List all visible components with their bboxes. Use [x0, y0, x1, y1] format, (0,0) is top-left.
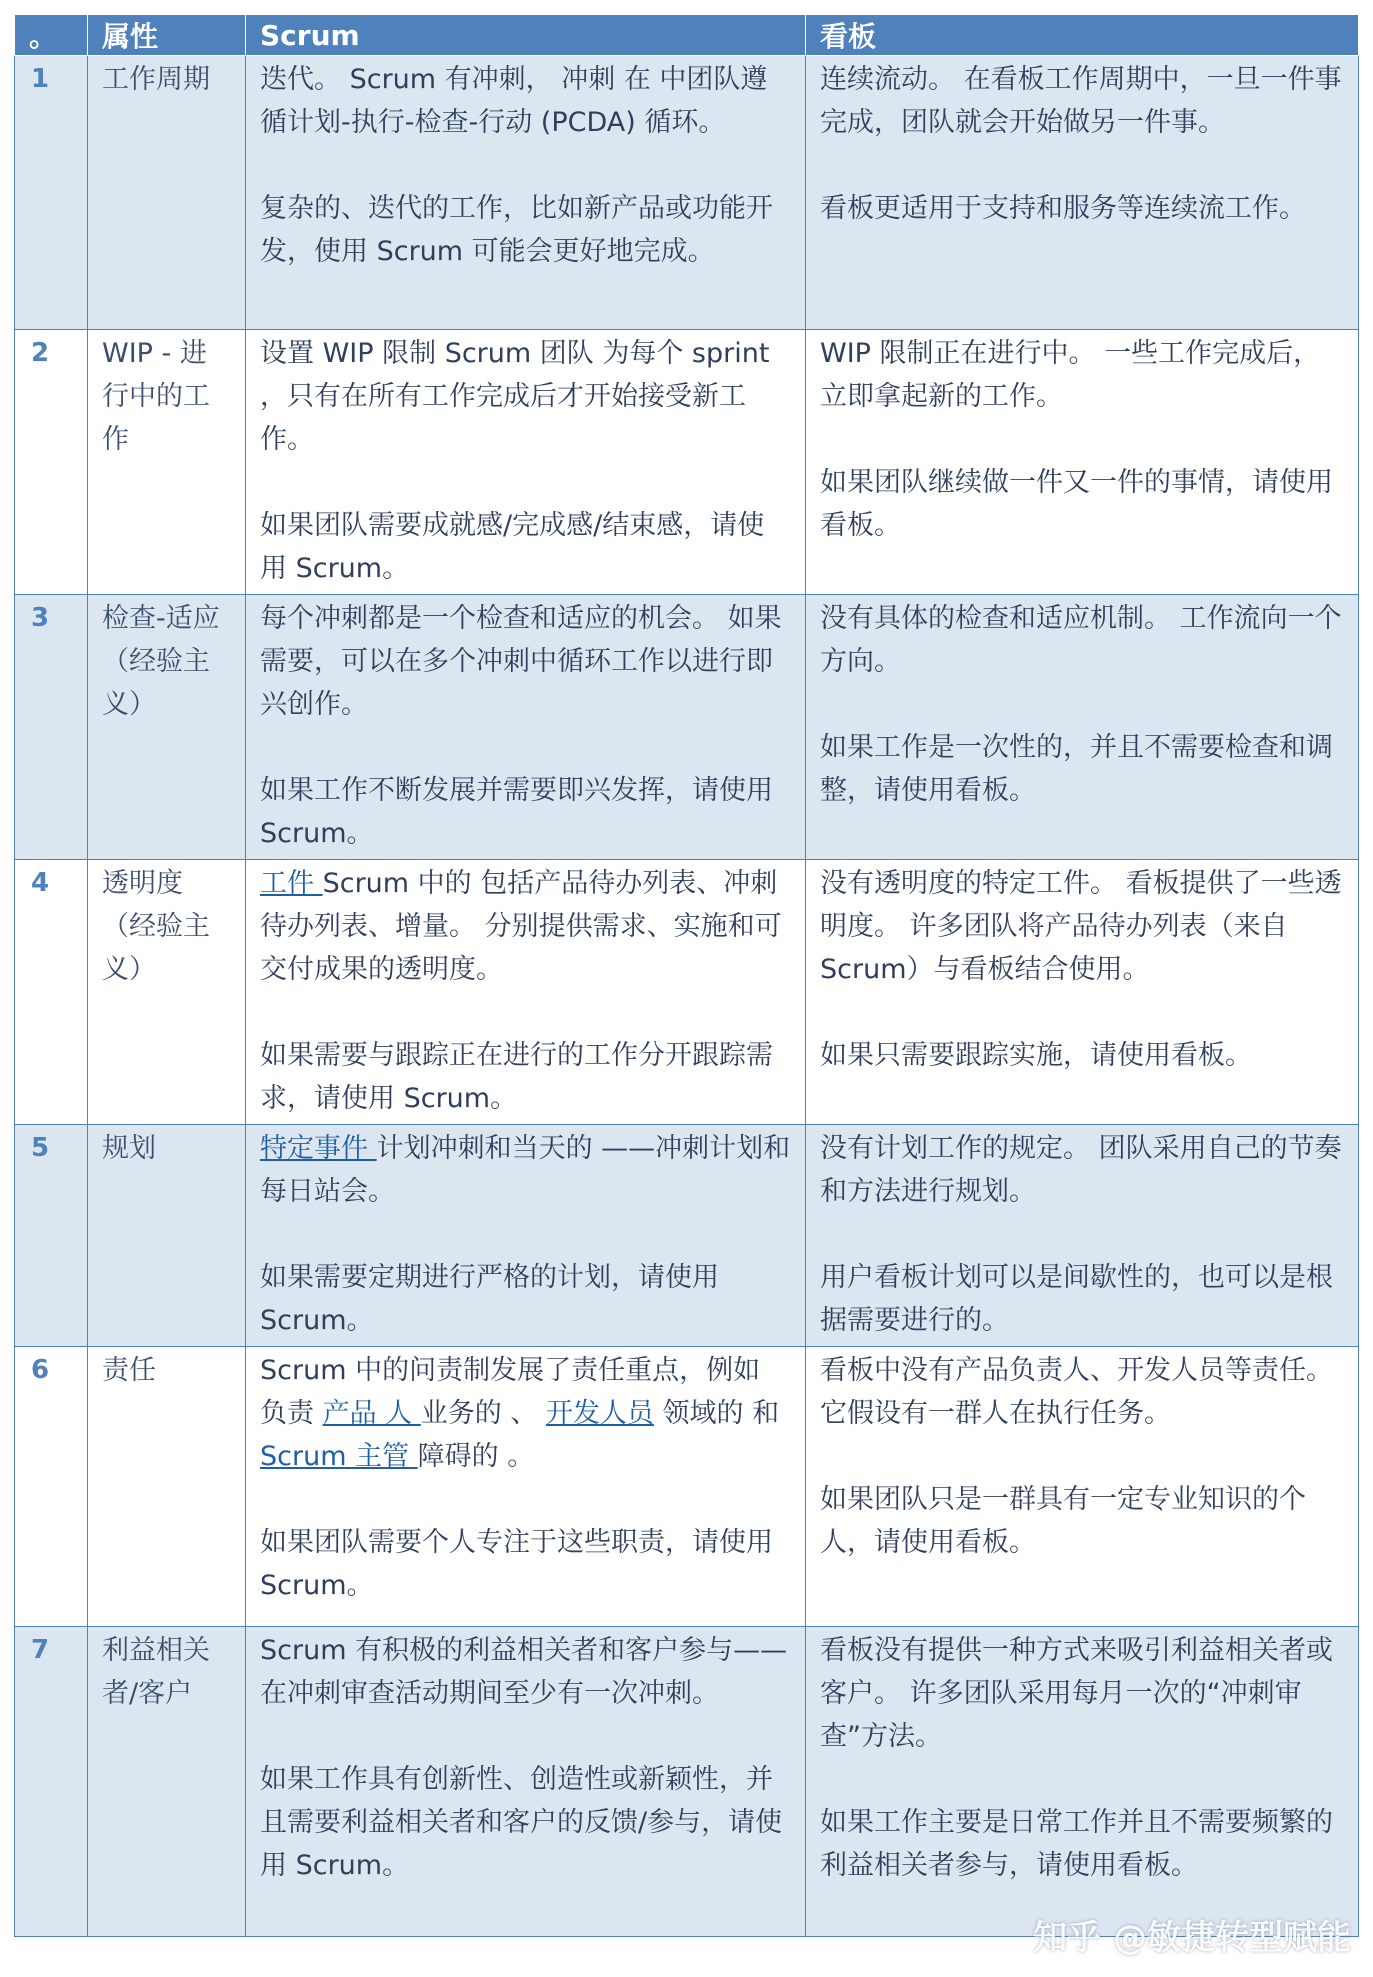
table-row [15, 860, 1359, 1125]
kanban-cell [806, 1627, 1359, 1937]
row-attribute: 责任 [88, 1347, 246, 1627]
kanban-recommendation: 看板更适用于支持和服务等连续流工作。 [820, 193, 1306, 224]
kanban-text: 连续流动。 在看板工作周期中，一旦一件事完成，团队就会开始做另一件事。 [820, 64, 1342, 138]
scrum-text-rest: 计划冲刺和当天的 ——冲刺计划和每日站会。 [260, 1133, 791, 1207]
scrum-text: Scrum 有积极的利益相关者和客户参与——在冲刺审查活动期间至少有一次冲刺。 [260, 1635, 788, 1709]
kanban-recommendation: 如果工作是一次性的，并且不需要检查和调整，请使用看板。 [820, 732, 1333, 806]
row-attribute: 工作周期 [88, 56, 246, 330]
kanban-text: 没有计划工作的规定。 团队采用自己的节奏和方法进行规划。 [820, 1133, 1342, 1207]
header-attribute: 属性 [88, 15, 246, 56]
scrum-cell [246, 860, 806, 1125]
scrum-recommendation: 如果工作不断发展并需要即兴发挥，请使用 Scrum。 [260, 775, 773, 849]
scrum-text [260, 1127, 791, 1213]
table-row [15, 595, 1359, 860]
kanban-text: 看板中没有产品负责人、开发人员等责任。 它假设有一群人在执行任务。 [820, 1355, 1333, 1429]
table-row [15, 1347, 1359, 1627]
product-owner-link[interactable]: 产品 人 [322, 1398, 421, 1429]
table-row [15, 1627, 1359, 1937]
row-number: 4 [15, 860, 88, 1125]
kanban-cell [806, 1347, 1359, 1627]
scrum-text: 设置 WIP 限制 Scrum 团队 为每个 sprint ，只有在所有工作完成后才开始接受新工作。 [260, 338, 770, 455]
row-number: 5 [15, 1125, 88, 1347]
scrum-text [260, 862, 791, 991]
kanban-cell [806, 860, 1359, 1125]
scrum-text [260, 1349, 791, 1478]
header-scrum: Scrum [246, 15, 806, 56]
scrum-text-d: 障碍的 。 [417, 1441, 535, 1472]
scrum-recommendation: 如果需要与跟踪正在进行的工作分开跟踪需求，请使用 Scrum。 [260, 1040, 773, 1114]
row-attribute: 规划 [88, 1125, 246, 1347]
row-attribute: 利益相关者/客户 [88, 1627, 246, 1937]
scrum-recommendation: 如果团队需要成就感/完成感/结束感，请使用 Scrum。 [260, 510, 765, 584]
scrum-text: 每个冲刺都是一个检查和适应的机会。 如果需要，可以在多个冲刺中循环工作以进行即兴创作。 [260, 603, 782, 720]
scrum-text-c: 领域的 和 [653, 1398, 780, 1429]
kanban-text: WIP 限制正在进行中。 一些工作完成后，立即拿起新的工作。 [820, 338, 1321, 412]
row-number: 6 [15, 1347, 88, 1627]
developers-link[interactable]: 开发人员 [545, 1398, 654, 1429]
row-number: 7 [15, 1627, 88, 1937]
scrum-cell [246, 56, 806, 330]
row-attribute: 透明度（经验主义） [88, 860, 246, 1125]
kanban-text: 看板没有提供一种方式来吸引利益相关者或客户。 许多团队采用每月一次的“冲刺审查”方法。 [820, 1635, 1333, 1752]
scrum-recommendation: 如果工作具有创新性、创造性或新颖性，并且需要利益相关者和客户的反馈/参与，请使用 Scrum。 [260, 1764, 783, 1881]
kanban-cell [806, 595, 1359, 860]
row-attribute: WIP - 进行中的工作 [88, 330, 246, 595]
specific-events-link[interactable]: 特定事件 [260, 1133, 377, 1164]
scrum-recommendation: 复杂的、迭代的工作，比如新产品或功能开发，使用 Scrum 可能会更好地完成。 [260, 193, 773, 267]
header-number: 。 [15, 15, 88, 56]
scrum-recommendation: 如果需要定期进行严格的计划，请使用 Scrum。 [260, 1262, 719, 1336]
kanban-recommendation: 用户看板计划可以是间歇性的，也可以是根据需要进行的。 [820, 1262, 1333, 1336]
kanban-recommendation: 如果团队继续做一件又一件的事情，请使用看板。 [820, 467, 1333, 541]
table-row [15, 56, 1359, 330]
scrum-kanban-comparison-table [14, 14, 1359, 1937]
scrum-cell [246, 1627, 806, 1937]
kanban-text: 没有透明度的特定工件。 看板提供了一些透明度。 许多团队将产品待办列表（来自 Scrum）与看板结合使用。 [820, 868, 1342, 985]
zhihu-watermark: 知乎 @敏捷转型赋能 [1033, 1918, 1351, 1958]
header-kanban: 看板 [806, 15, 1359, 56]
kanban-recommendation: 如果团队只是一群具有一定专业知识的个人，请使用看板。 [820, 1484, 1306, 1558]
scrum-text: 迭代。 Scrum 有冲刺， 冲刺 在 中团队遵循计划-执行-检查-行动 (PCDA) 循环。 [260, 64, 768, 138]
scrum-cell [246, 1347, 806, 1627]
kanban-cell [806, 330, 1359, 595]
kanban-cell [806, 56, 1359, 330]
scrum-master-link[interactable]: Scrum 主管 [260, 1441, 418, 1472]
scrum-text-a: Scrum 中的问责制发展了责任重点，例如 负责 [260, 1355, 761, 1429]
kanban-recommendation: 如果工作主要是日常工作并且不需要频繁的利益相关者参与，请使用看板。 [820, 1807, 1333, 1881]
scrum-cell [246, 1125, 806, 1347]
scrum-recommendation: 如果团队需要个人专注于这些职责，请使用 Scrum。 [260, 1527, 773, 1601]
row-number: 2 [15, 330, 88, 595]
row-number: 3 [15, 595, 88, 860]
row-number: 1 [15, 56, 88, 330]
scrum-cell [246, 330, 806, 595]
kanban-cell [806, 1125, 1359, 1347]
kanban-recommendation: 如果只需要跟踪实施，请使用看板。 [820, 1040, 1252, 1071]
table-row [15, 1125, 1359, 1347]
table-row [15, 330, 1359, 595]
scrum-text-b: 业务的 、 [420, 1398, 546, 1429]
kanban-text: 没有具体的检查和适应机制。 工作流向一个方向。 [820, 603, 1342, 677]
comparison-document [14, 14, 1358, 1937]
scrum-cell [246, 595, 806, 860]
header-row [15, 15, 1359, 56]
row-attribute: 检查-适应（经验主义） [88, 595, 246, 860]
artifacts-link[interactable]: 工件 [260, 868, 323, 899]
scrum-text-rest: Scrum 中的 包括产品待办列表、冲刺待办列表、增量。 分别提供需求、实施和可交付成果的透明度。 [260, 868, 782, 985]
